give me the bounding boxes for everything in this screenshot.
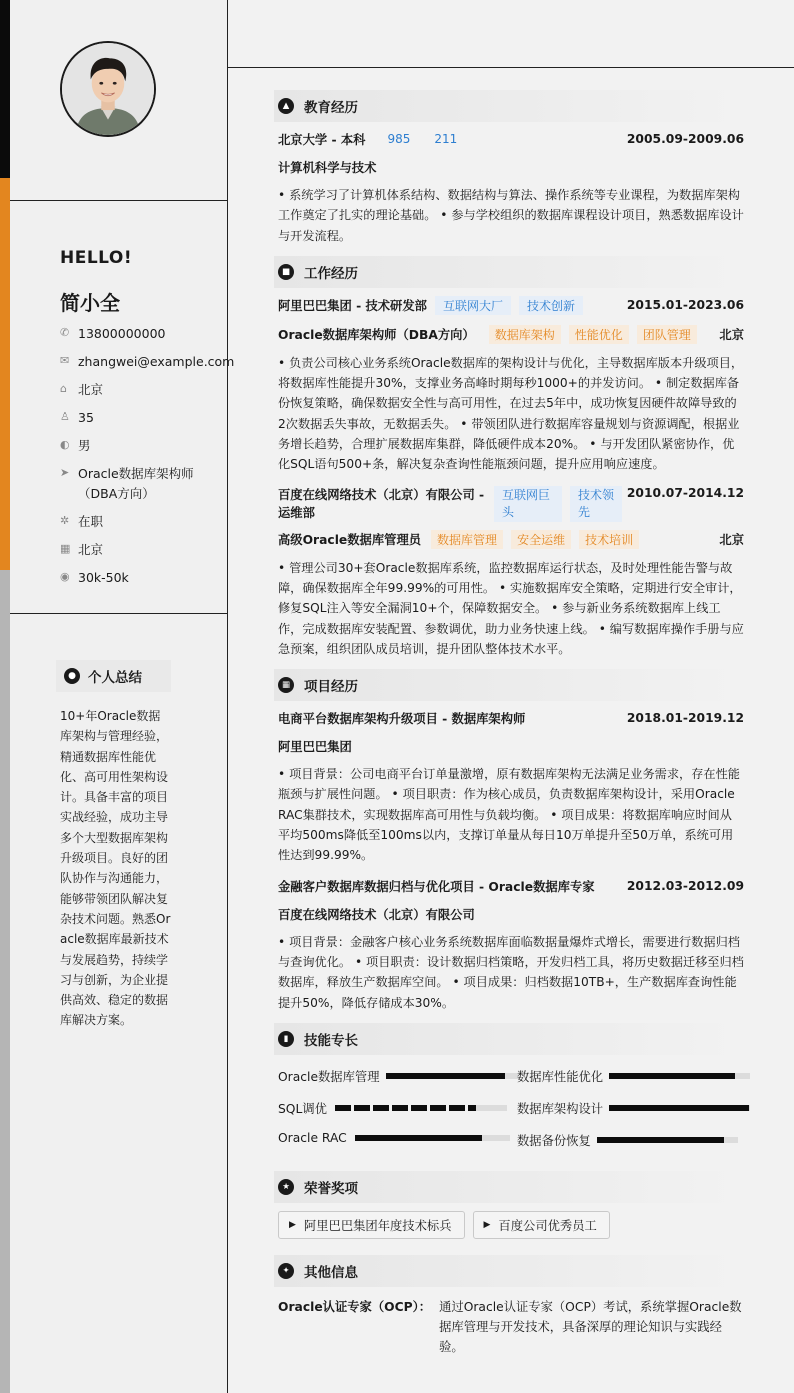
greeting: HELLO! <box>60 248 133 268</box>
work-role: Oracle数据库架构师（DBA方向） <box>278 328 475 343</box>
accent-bar-gray <box>0 570 10 1393</box>
school-tag: 985 <box>387 132 411 146</box>
badge-icon: ✦ <box>278 1263 294 1279</box>
skill-bar-remaining <box>476 1105 507 1111</box>
main-content <box>278 90 744 1358</box>
company-tag: 互联网巨头 <box>494 486 562 522</box>
education-period: 2005.09-2009.06 <box>626 132 744 146</box>
info-phone <box>60 324 226 352</box>
info-email <box>60 352 235 380</box>
accent-bar-orange <box>0 178 10 570</box>
avatar <box>60 41 156 137</box>
other-title: 其他信息 <box>304 1264 358 1281</box>
projects-heading <box>274 669 744 701</box>
role-skill-tag: 数据库架构 <box>489 325 561 344</box>
info-gender <box>60 436 226 464</box>
work-role-row <box>278 530 744 549</box>
project-org: 阿里巴巴集团 <box>278 740 352 755</box>
sidebar <box>0 0 235 1393</box>
summary-heading <box>56 660 171 692</box>
skill-name: Oracle数据库管理 <box>278 1069 380 1084</box>
skill-bar <box>597 1137 738 1143</box>
work-city: 北京 <box>719 328 744 343</box>
skill-name: 数据库性能优化 <box>517 1069 604 1084</box>
awards-list <box>278 1211 744 1239</box>
project-desc: • 项目背景：公司电商平台订单量激增，原有数据库架构无法满足业务需求，存在性能瓶颈与扩展性问题。 • 项目职责：作为核心成员，负责数据库架构设计，采用Oracle RAC集群技术，实现数据库高可用性与负载均衡。 • 项目成果：将数据库响应时间从平均500ms降低至100ms以内，支撑订单量从每日10万单提升至50万单，系统可用性达到99.99%。 <box>278 767 740 863</box>
projects-title: 项目经历 <box>304 679 358 696</box>
divider <box>10 200 228 201</box>
work-city: 北京 <box>719 533 744 548</box>
work-company-row <box>278 296 744 315</box>
salary-icon: ◉ <box>60 570 70 583</box>
work-period: 2010.07-2014.12 <box>626 485 744 500</box>
other-info <box>278 1297 744 1358</box>
project-row <box>278 877 744 895</box>
work-company-row <box>278 486 744 522</box>
position-text: Oracle数据库架构师（DBA方向） <box>78 466 194 501</box>
work-heading <box>274 256 744 288</box>
role-skill-tag: 安全运维 <box>511 530 571 549</box>
play-icon: ▶ <box>483 1219 491 1230</box>
work-role-row <box>278 325 744 344</box>
company-tag: 技术创新 <box>519 296 583 315</box>
avatar-portrait-icon <box>62 43 154 135</box>
awards-heading <box>274 1171 744 1203</box>
award-icon: ★ <box>278 1179 294 1195</box>
info-status <box>60 512 226 540</box>
skill-bar-fill <box>597 1137 724 1143</box>
city-text: 北京 <box>78 542 104 557</box>
info-city <box>60 540 226 568</box>
skill-bar <box>609 1073 750 1079</box>
certification-desc: 通过Oracle认证专家（OCP）考试，系统掌握Oracle数据库管理与开发技术，具备深厚的理论知识与实践经验。 <box>439 1299 742 1355</box>
skill-name: 数据备份恢复 <box>517 1133 591 1148</box>
status-text: 在职 <box>78 514 104 529</box>
award-item <box>473 1211 610 1239</box>
gender-icon: ◐ <box>60 438 70 451</box>
work-desc: • 管理公司30+套Oracle数据库系统，监控数据库运行状态，及时处理性能告警与故障，确保数据库全年99.99%的可用性。 • 实施数据库安全策略，定期进行安全审计，修复SQL注入等安全漏洞10+个，保障数据安全。 • 参与新业务系统数据库上线工作，完成数据库安装配置、参数调优，助力业务快速上线。 • 编写数据库操作手册与应急预案，组织团队成员培训，提升团队整体技术水平。 <box>278 560 744 656</box>
email-text: zhangwei@example.com <box>78 354 235 369</box>
education-heading <box>274 90 744 122</box>
skill-item <box>517 1067 750 1085</box>
skills-heading <box>274 1023 744 1055</box>
skill-item <box>278 1067 519 1085</box>
candidate-name: 简小全 <box>60 291 120 315</box>
summary-text: 10+年Oracle数据库架构与管理经验，精通数据库性能优化、高可用性架构设计。具备丰富的项目实战经验，成功主导多个大型数据库架构升级项目。良好的团队协作与沟通能力，能够带领团队解决复杂技术问题。熟悉Oracle数据库最新技术与发展趋势，持续学习与创新，为企业提供高效、稳定的数据库解决方案。 <box>60 709 171 1028</box>
project-org: 百度在线网络技术（北京）有限公司 <box>278 907 475 922</box>
award-text: 百度公司优秀员工 <box>498 1218 597 1233</box>
city-icon: ▦ <box>60 542 71 555</box>
role-skill-tag: 技术培训 <box>579 530 639 549</box>
awards-title: 荣誉奖项 <box>304 1180 358 1197</box>
project-period: 2018.01-2019.12 <box>626 711 744 726</box>
age-icon: ♙ <box>60 410 70 423</box>
skill-bar <box>335 1105 507 1111</box>
info-salary <box>60 568 226 596</box>
divider <box>10 613 228 614</box>
skill-bar-fill <box>609 1105 749 1111</box>
work-company: 百度在线网络技术（北京）有限公司 - 运维部 <box>278 487 485 520</box>
skill-item <box>517 1099 750 1117</box>
info-home <box>60 380 226 408</box>
gender-text: 男 <box>78 438 91 453</box>
phone-icon: ✆ <box>60 326 70 339</box>
status-icon: ✲ <box>60 514 70 527</box>
skill-bar-fill <box>355 1135 482 1141</box>
user-icon: ● <box>64 668 80 684</box>
email-icon: ✉ <box>60 354 70 367</box>
other-heading <box>274 1255 744 1287</box>
home-icon: ⌂ <box>60 382 67 395</box>
education-major: 计算机科学与技术 <box>278 161 377 175</box>
play-icon: ▶ <box>289 1219 296 1230</box>
divider <box>228 67 794 68</box>
role-skill-tag: 性能优化 <box>569 325 629 344</box>
education-row <box>278 130 744 148</box>
certification-label: Oracle认证专家（OCP）： <box>278 1299 432 1314</box>
skill-bar <box>355 1135 510 1141</box>
award-item <box>278 1211 465 1239</box>
info-position <box>60 464 226 512</box>
education-title: 教育经历 <box>304 100 358 116</box>
education-desc: • 系统学习了计算机体系结构、数据结构与算法、操作系统等专业课程，为数据库架构工作奠定了扎实的理论基础。 • 参与学校组织的数据库课程设计项目，熟悉数据库设计与开发流程。 <box>278 188 744 243</box>
project-name: 电商平台数据库架构升级项目 - 数据库架构师 <box>278 712 526 727</box>
project-desc: • 项目背景：金融客户核心业务系统数据库面临数据量爆炸式增长，需要进行数据归档与查询优化。 • 项目职责：设计数据归档策略，开发归档工具，将历史数据迁移至归档数据库，释放生产数据库空间。 • 项目成果：归档数据10TB+，生产数据库查询性能提升50%，降低存储成本30%。 <box>278 934 744 1010</box>
skill-bar-fill <box>386 1073 506 1079</box>
skill-bar-fill <box>609 1073 734 1079</box>
bar-chart-icon: ▮ <box>278 1031 294 1047</box>
skills-title: 技能专长 <box>304 1032 358 1049</box>
summary-title: 个人总结 <box>88 670 142 686</box>
skill-name: SQL调优 <box>278 1101 327 1116</box>
skills-list <box>278 1063 752 1167</box>
work-desc: • 负责公司核心业务系统Oracle数据库的架构设计与优化，主导数据库版本升级项目，将数据库性能提升30%，支撑业务高峰时期每秒1000+的并发访问。 • 制定数据库备份恢复策略，确保数据安全性与高可用性，在过去5年中，成功恢复因硬件故障导致的2次数据丢失事故，无数据丢失。 • 带领团队进行数据库容量规划与资源调配，根据业务增长趋势，合理扩展数据库集群，降低硬件成本20%。 • 与开发团队紧密协作，优化SQL语句500+条，解决复杂查询性能瓶颈问题，提升应用响应速度。 <box>278 355 744 472</box>
graduation-cap-icon: ▲ <box>278 98 294 114</box>
school-tag: 211 <box>434 132 458 146</box>
project-period: 2012.03-2012.09 <box>626 878 744 893</box>
work-company: 阿里巴巴集团 - 技术研发部 <box>278 299 427 314</box>
phone-text: 13800000000 <box>78 326 166 341</box>
send-icon: ➤ <box>60 466 70 479</box>
company-tag: 互联网大厂 <box>435 296 511 315</box>
skill-bar <box>609 1105 750 1111</box>
skill-item <box>278 1099 507 1117</box>
grid-icon: ▦ <box>278 677 294 693</box>
skill-name: Oracle RAC <box>278 1130 347 1145</box>
home-text: 北京 <box>78 382 104 397</box>
role-skill-tag: 数据库管理 <box>431 530 503 549</box>
skill-bar <box>386 1073 519 1079</box>
briefcase-icon: ■ <box>278 264 294 280</box>
role-skill-tag: 团队管理 <box>637 325 697 344</box>
contact-info <box>60 324 235 596</box>
work-title: 工作经历 <box>304 265 358 282</box>
project-name: 金融客户数据库数据归档与优化项目 - Oracle数据库专家 <box>278 879 595 894</box>
skill-item <box>517 1131 738 1149</box>
skill-item <box>278 1131 510 1145</box>
school-name: 北京大学 - 本科 <box>278 133 366 147</box>
project-row <box>278 709 744 727</box>
info-age <box>60 408 226 436</box>
accent-bar-black <box>0 0 10 178</box>
age-text: 35 <box>78 410 94 425</box>
company-tag: 技术领先 <box>570 486 622 522</box>
salary-text: 30k-50k <box>78 570 129 585</box>
award-text: 阿里巴巴集团年度技术标兵 <box>303 1218 452 1233</box>
skill-name: 数据库架构设计 <box>517 1101 604 1116</box>
work-role: 高级Oracle数据库管理员 <box>278 533 422 548</box>
work-period: 2015.01-2023.06 <box>626 298 744 313</box>
